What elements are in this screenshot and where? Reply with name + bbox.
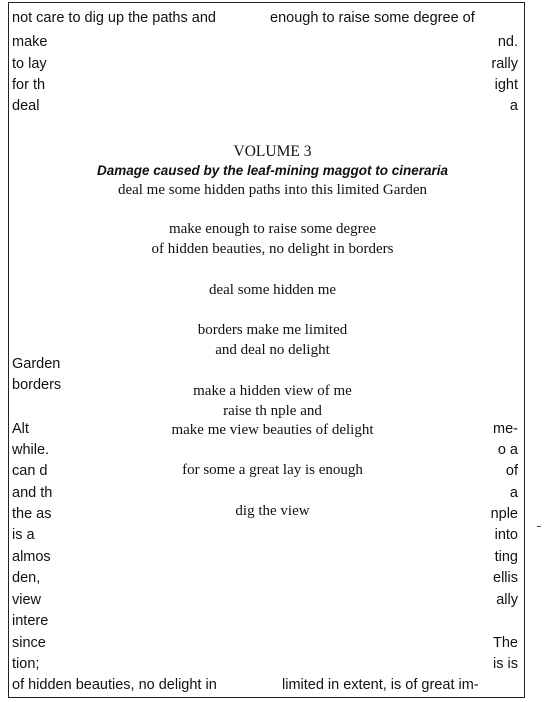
left-fragment: and th bbox=[12, 485, 53, 501]
left-fragment: tion; bbox=[12, 656, 40, 672]
right-fragment: a bbox=[509, 98, 518, 114]
right-fragment: is is bbox=[493, 656, 518, 672]
poem-line: make enough to raise some degree bbox=[168, 221, 376, 237]
top-left-text: not care to dig up the paths and bbox=[12, 10, 216, 26]
left-fragment: almos bbox=[12, 549, 51, 565]
poem-line: of hidden beauties, no delight in borders bbox=[151, 241, 394, 257]
left-fragment: deal bbox=[12, 98, 40, 114]
right-fragment: a bbox=[509, 485, 518, 501]
right-fragment: of bbox=[505, 463, 518, 479]
subtitle: Damage caused by the leaf-mining maggot to cineraria bbox=[96, 163, 449, 178]
left-fragment: since bbox=[12, 635, 46, 651]
right-fragment: ally bbox=[496, 592, 518, 608]
right-fragment: me- bbox=[493, 421, 518, 437]
right-fragment: The bbox=[493, 635, 518, 651]
poem-line: and deal no delight bbox=[215, 342, 330, 358]
left-fragment: intere bbox=[12, 613, 49, 629]
bottom-right-text: limited in extent, is of great im- bbox=[282, 677, 479, 693]
left-fragment: borders bbox=[12, 377, 62, 393]
poem-line: for some a great lay is enough bbox=[182, 462, 363, 478]
right-fragment: o a bbox=[497, 442, 518, 458]
left-fragment: make bbox=[12, 34, 48, 50]
poem-line: deal me some hidden paths into this limited Garden bbox=[117, 182, 428, 198]
left-fragment: the as bbox=[12, 506, 52, 522]
left-fragment: den, bbox=[12, 570, 41, 586]
right-fragment: nple bbox=[490, 506, 518, 522]
right-fragment: ellis bbox=[493, 570, 518, 586]
volume-heading: VOLUME 3 bbox=[233, 143, 312, 160]
poem-line: borders make me limited bbox=[197, 322, 348, 338]
poem-line: make me view beauties of delight bbox=[171, 422, 374, 438]
top-right-text: enough to raise some degree of bbox=[270, 10, 475, 26]
left-fragment: to lay bbox=[12, 56, 47, 72]
left-fragment: while. bbox=[12, 442, 50, 458]
margin-mark bbox=[537, 526, 541, 527]
poem-line: deal some hidden me bbox=[208, 282, 337, 298]
right-fragment: ting bbox=[494, 549, 518, 565]
right-fragment: nd. bbox=[497, 34, 518, 50]
poem-line: make a hidden view of me bbox=[193, 383, 352, 399]
right-fragment: rally bbox=[491, 56, 518, 72]
right-fragment: ight bbox=[494, 77, 518, 93]
left-fragment: Alt bbox=[12, 421, 29, 437]
left-fragment: Garden bbox=[12, 356, 61, 372]
poem-line: dig the view bbox=[235, 503, 310, 519]
poem-line: raise th nple and bbox=[223, 403, 322, 419]
left-fragment: is a bbox=[12, 527, 35, 543]
left-fragment: can d bbox=[12, 463, 48, 479]
left-fragment: view bbox=[12, 592, 42, 608]
bottom-left-text: of hidden beauties, no delight in bbox=[12, 677, 217, 693]
left-fragment: for th bbox=[12, 77, 46, 93]
right-fragment: into bbox=[494, 527, 518, 543]
